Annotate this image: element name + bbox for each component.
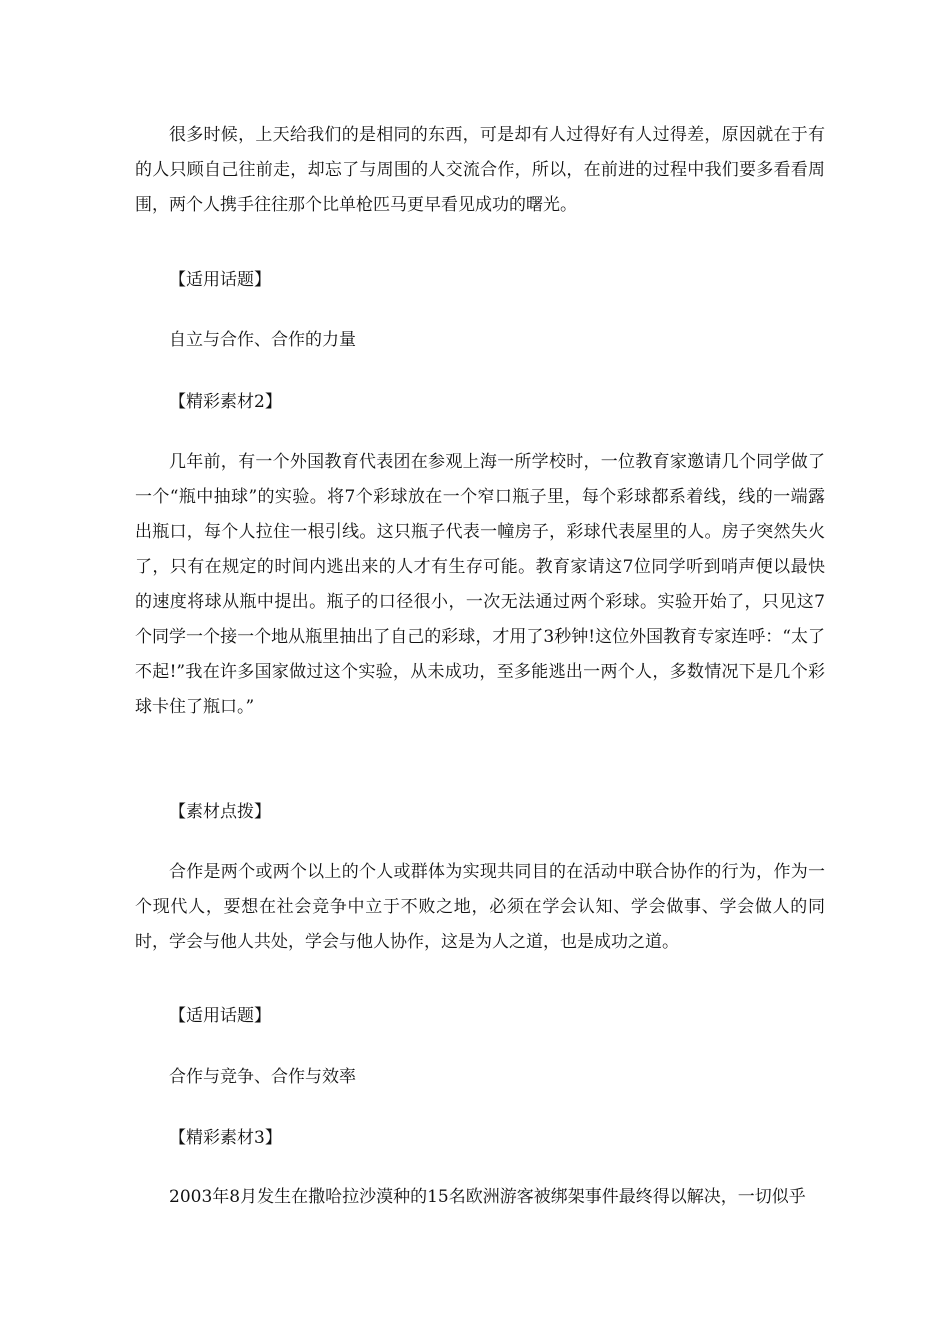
topics-line-2: 合作与竞争、合作与效率	[169, 1067, 356, 1087]
intro-paragraph: 很多时候，上天给我们的是相同的东西，可是却有人过得好有人过得差，原因就在于有的人只顾自己往前走，却忘了与周围的人交流合作，所以，在前进的过程中我们要多看看周围，两个人携手往往那个比单枪匹马更早看见成功的曙光。	[135, 125, 825, 215]
applicable-topics-heading-2: 【适用话题】	[169, 1006, 271, 1026]
material-commentary-heading: 【素材点拨】	[169, 802, 271, 822]
material-2-paragraph: 几年前，有一个外国教育代表团在参观上海一所学校时，一位教育家邀请几个同学做了一个“瓶中抽球”的实验。将7个彩球放在一个窄口瓶子里，每个彩球都系着线，线的一端露出瓶口，每个人拉住一根引线。这只瓶子代表一幢房子，彩球代表屋里的人。房子突然失火了，只有在规定的时间内逃出来的人才有生存可能。教育家请这7位同学听到哨声便以最快的速度将球从瓶中提出。瓶子的口径很小，一次无法通过两个彩球。实验开始了，只见这7个同学一个接一个地从瓶里抽出了自己的彩球，才用了3秒钟!这位外国教育专家连呼：“太了不起!”我在许多国家做过这个实验，从未成功，至多能逃出一两个人，多数情况下是几个彩球卡住了瓶口。”	[135, 452, 825, 717]
commentary-paragraph: 合作是两个或两个以上的个人或群体为实现共同目的在活动中联合协作的行为，作为一个现代人，要想在社会竞争中立于不败之地，必须在学会认知、学会做事、学会做人的同时，学会与他人共处，学会与他人协作，这是为人之道，也是成功之道。	[135, 862, 825, 952]
applicable-topics-heading: 【适用话题】	[169, 270, 271, 290]
material-3-heading: 【精彩素材3】	[169, 1128, 282, 1148]
material-3-paragraph: 2003年8月发生在撒哈拉沙漠种的15名欧洲游客被绑架事件最终得以解决，一切似乎	[169, 1187, 806, 1207]
material-2-heading: 【精彩素材2】	[169, 392, 282, 412]
topics-line: 自立与合作、合作的力量	[169, 330, 356, 350]
